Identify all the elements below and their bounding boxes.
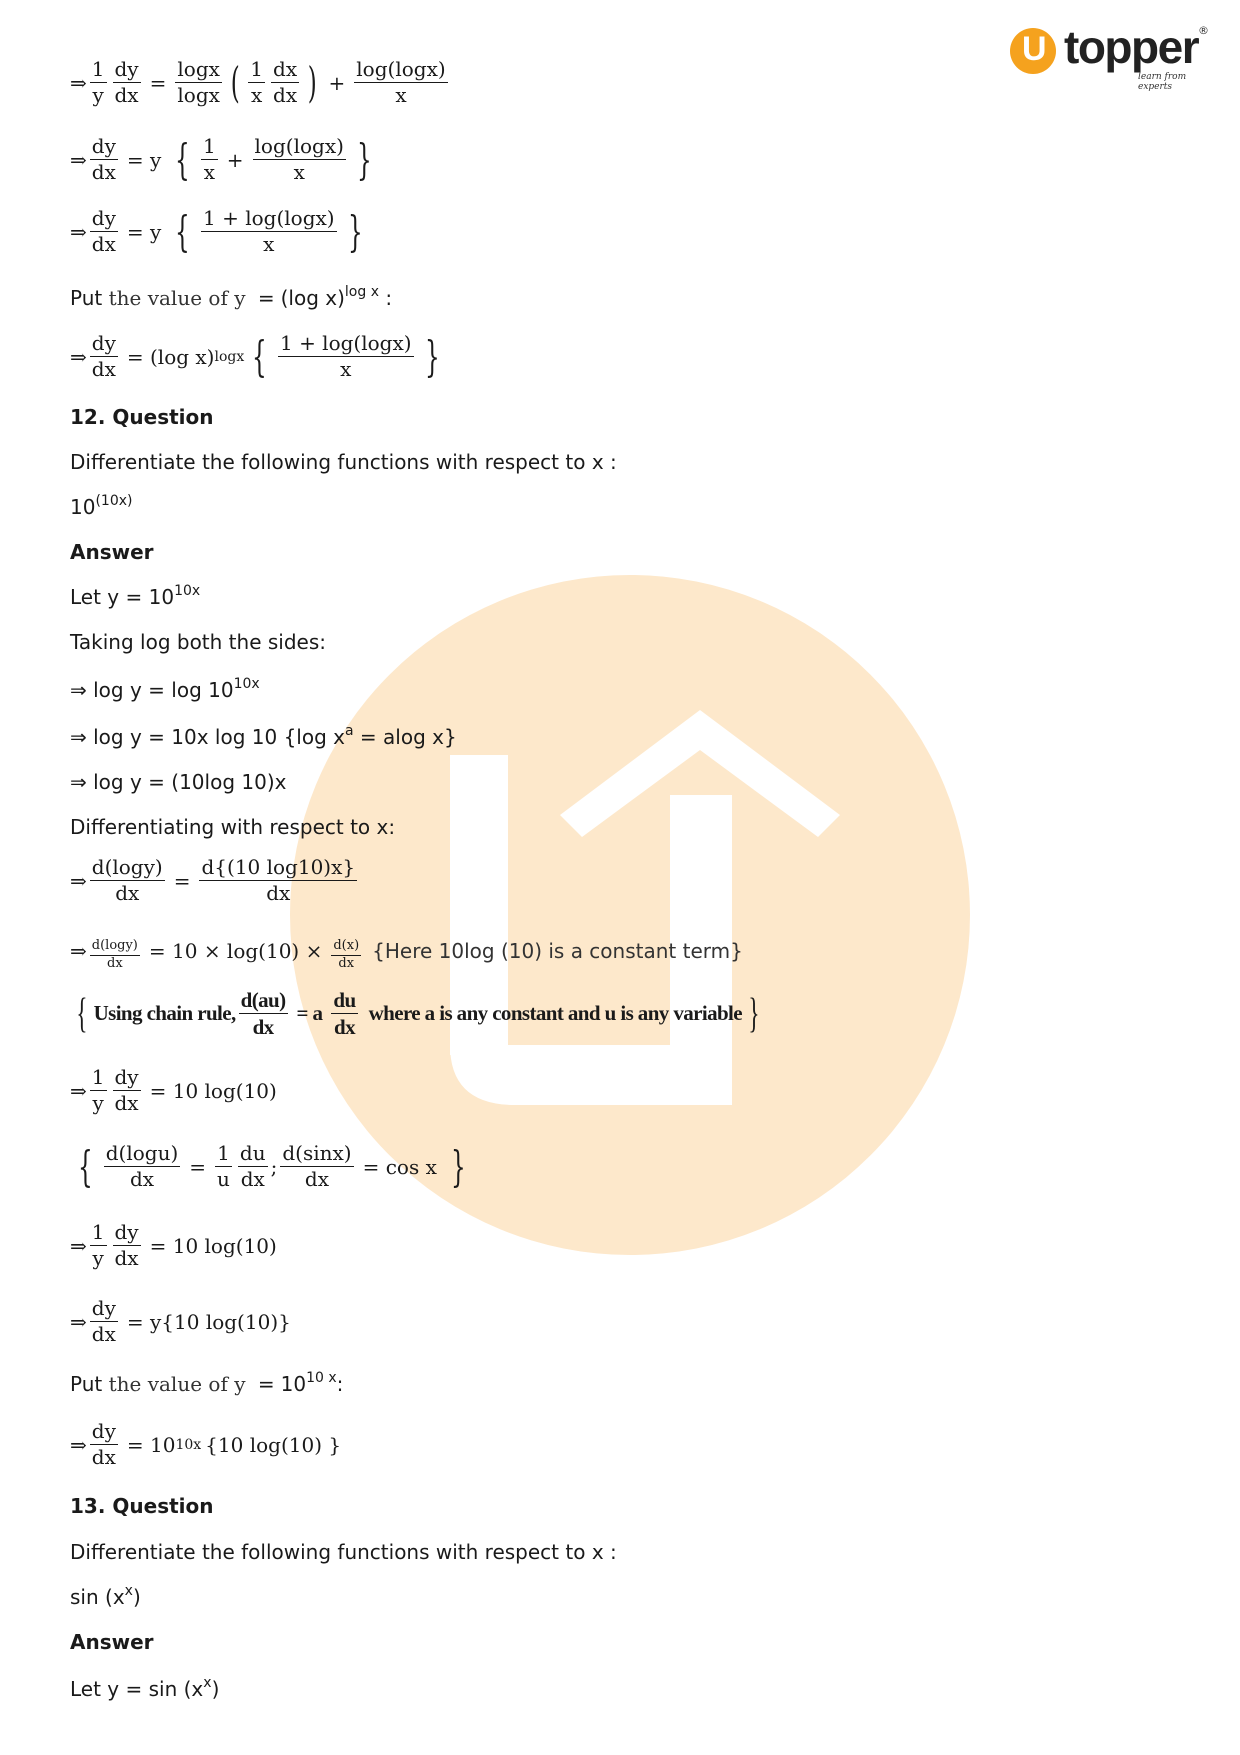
equation-step: ⇒ 1 y $\frac{dy}{dx}$ = $\frac{\log x}{\log x}$ ( 1 x dx dx ) + $\frac{\log(\log x)}{x}$ xyxy=(70,57,446,107)
equation-step: ⇒ 1 y $\frac{dy}{dx}$ = 10 log(10) xyxy=(70,1220,277,1270)
constant-note: {Here 10log (10) is a constant term} xyxy=(372,938,743,963)
answer-heading: Answer xyxy=(70,540,154,564)
equation-step: ⇒ $\frac{d(\log y)}{dx}$ = $\frac{d\{(10 \log 10)x\}}{dx}$ xyxy=(70,855,356,905)
fraction: $\frac{\log(\log x)}{x}$ xyxy=(254,134,344,184)
fraction: $\frac{\log(\log x)}{x}$ xyxy=(356,57,446,107)
implies-symbol: ⇒ xyxy=(70,1309,87,1334)
fraction: 1 y xyxy=(91,57,105,107)
fraction: $\frac{d(x)}{dx}$ xyxy=(333,938,360,971)
fraction: du dx xyxy=(239,1141,266,1191)
fraction: 1 y xyxy=(91,1220,105,1270)
implies-symbol: ⇒ xyxy=(70,147,87,172)
implies-symbol: ⇒ xyxy=(70,219,87,244)
fraction: $\frac{dy}{dx}$ xyxy=(91,1296,116,1346)
solution-line: ⇒ log y = 10x log 10 {log $x^a = alog$ x} xyxy=(70,723,457,749)
fraction: dx dx xyxy=(273,57,298,107)
solution-line: Let $y = \sin (x^x)$ xyxy=(70,1675,220,1701)
fraction: 1 y xyxy=(91,1065,105,1115)
fraction: $\frac{1}{u}$ xyxy=(217,1141,230,1191)
equation-step: ⇒ $\frac{d(\log y)}{dx}$ = 10 × log(10) × $\frac{d(x)}{dx}$ {Here 10log (10) is a constant term} xyxy=(70,938,743,971)
fraction: 1 + log(logx) x xyxy=(203,206,335,256)
equation-step: ⇒ $\frac{dy}{dx}$ = (log x) logx { 1 + log(logx) x } xyxy=(70,331,440,381)
logo-registered-mark: ® xyxy=(1198,24,1209,37)
fraction: $\frac{dy}{dx}$ xyxy=(91,206,116,256)
equation-step: ⇒ $\frac{dy}{dx}$ = y{10 log(10)} xyxy=(70,1296,291,1346)
fraction: $\frac{\log x}{\log x}$ xyxy=(177,57,220,107)
substitution-line: Put the value of y = (log x)$^{log x}$ : xyxy=(70,284,393,310)
equation-step: ⇒ $\frac{dy}{dx}$ = 10 10x {10 log(10) } xyxy=(70,1419,342,1469)
fraction: $\frac{d(\log y)}{dx}$ xyxy=(91,855,163,905)
fraction: 1 + log(logx) x xyxy=(279,331,412,381)
fraction: $\frac{dy}{dx}$ xyxy=(114,1220,139,1270)
solution-line: ⇒ log y = (10log 10)x xyxy=(70,770,287,794)
implies-symbol: ⇒ xyxy=(70,344,87,369)
solution-line: Let $y = 10^{10x}$ xyxy=(70,583,201,609)
fraction: $\frac{dy}{dx}$ xyxy=(91,1419,116,1469)
chain-rule-note: { Using chain rule, $\frac{d(au)}{dx}$ = a du dx where a is any constant and u is any variable } xyxy=(76,988,760,1040)
question-prompt: Differentiate the following functions with respect to x : xyxy=(70,1540,617,1564)
logo-tagline: learn from experts xyxy=(1138,72,1187,92)
logo-badge-letter: U xyxy=(1022,30,1047,68)
logo-wordmark: topper xyxy=(1064,21,1199,73)
fraction: $\frac{dy}{dx}$ xyxy=(114,57,139,107)
solution-line: ⇒ $\log y = \log 10^{10x}$ xyxy=(70,676,260,702)
fraction: $\frac{d(\sin x)}{dx}$ xyxy=(282,1141,352,1191)
question-prompt: Differentiate the following functions with respect to x : xyxy=(70,450,617,474)
question-function: $10^{(10x)}$ xyxy=(70,493,133,519)
answer-heading: Answer xyxy=(70,1630,154,1654)
derivative-rules: { $\frac{d(\log u)}{dx}$ = $\frac{1}{u}$ du dx ; $\frac{d(\sin x)}{dx}$ = cos x } xyxy=(78,1141,466,1191)
logo-badge xyxy=(1010,28,1056,74)
solution-line: Differentiating with respect to x: xyxy=(70,815,396,839)
implies-symbol: ⇒ xyxy=(70,1233,87,1258)
fraction: du dx xyxy=(333,988,356,1040)
equation-step: ⇒ $\frac{dy}{dx}$ = y { 1 x + $\frac{\log(\log x)}{x}$ } xyxy=(70,134,372,184)
fraction: $\frac{d\{(10 \log 10)x\}}{dx}$ xyxy=(201,855,356,905)
solution-line: Taking log both the sides: xyxy=(70,630,326,654)
fraction: $\frac{d(\log y)}{dx}$ xyxy=(91,938,138,971)
question-title: 12. Question xyxy=(70,405,214,429)
fraction: $\frac{dy}{dx}$ xyxy=(91,134,116,184)
implies-symbol: ⇒ xyxy=(70,938,87,963)
fraction: $\frac{d(au)}{dx}$ xyxy=(240,988,286,1040)
fraction: 1 x xyxy=(250,57,264,107)
question-title: 13. Question xyxy=(70,1494,214,1518)
fraction: $\frac{d(\log u)}{dx}$ xyxy=(105,1141,179,1191)
topper-logo xyxy=(1010,21,1210,92)
equation-step: ⇒ 1 y $\frac{dy}{dx}$ = 10 log(10) xyxy=(70,1065,277,1115)
equation-step: ⇒ $\frac{dy}{dx}$ = y { 1 + log(logx) x } xyxy=(70,206,363,256)
fraction: $\frac{dy}{dx}$ xyxy=(91,331,116,381)
question-function: $\sin (x^x)$ xyxy=(70,1583,141,1609)
implies-symbol: ⇒ xyxy=(70,1078,87,1103)
implies-symbol: ⇒ xyxy=(70,868,87,893)
substitution-line: Put the value of $y = 10^{10 x}$: xyxy=(70,1370,344,1396)
implies-symbol: ⇒ xyxy=(70,1432,87,1457)
fraction: $\frac{dy}{dx}$ xyxy=(114,1065,139,1115)
implies-symbol: ⇒ xyxy=(70,70,87,95)
fraction: 1 x xyxy=(203,134,216,184)
